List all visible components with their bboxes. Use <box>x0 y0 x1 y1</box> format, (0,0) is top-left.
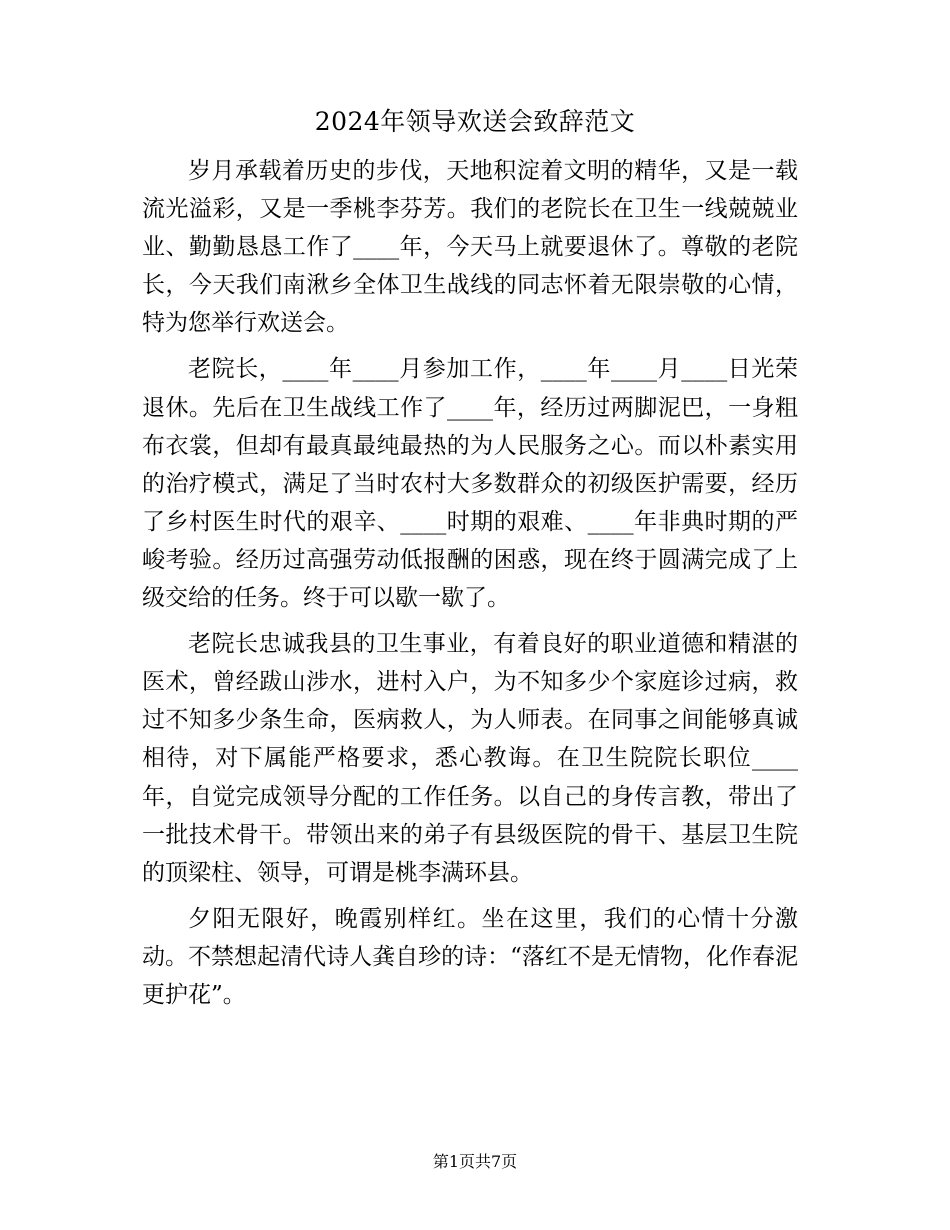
document-body <box>142 152 798 1022</box>
paragraph-2: 老院长，____年____月参加工作，____年____月____日光荣退休。先后在卫生战线工作了____年，经历过两脚泥巴，一身粗布衣裳，但却有最真最纯最热的为人民服务之心。而以朴素实用的治疗模式，满足了当时农村大多数群众的初级医护需要，经历了乡村医生时代的艰辛、____时期的艰难、____年非典时期的严峻考验。经历过高强劳动低报酬的困惑，现在终于圆满完成了上级交给的任务。终于可以歇一歇了。 <box>142 356 798 612</box>
page-number-footer: 第1页共7页 <box>432 1152 518 1171</box>
paragraph-4: 夕阳无限好，晚霞别样红。坐在这里，我们的心情十分激动。不禁想起清代诗人龚自珍的诗：“落红不是无情物，化作春泥更护花”。 <box>142 905 798 1008</box>
paragraph-1: 岁月承载着历史的步伐，天地积淀着文明的精华，又是一载流光溢彩，又是一季桃李芬芳。我们的老院长在卫生一线兢兢业业、勤勤恳恳工作了____年，今天马上就要退休了。尊敬的老院长，今天我们南湫乡全体卫生战线的同志怀着无限崇敬的心情，特为您举行欢送会。 <box>142 158 798 337</box>
document-title: 2024年领导欢送会致辞范文 <box>314 107 636 136</box>
paragraph-3: 老院长忠诚我县的卫生事业，有着良好的职业道德和精湛的医术，曾经跋山涉水，进村入户，为不知多少个家庭诊过病，救过不知多少条生命，医病救人，为人师表。在同事之间能够真诚相待，对下属能严格要求，悉心教诲。在卫生院院长职位____年，自觉完成领导分配的工作任务。以自己的身传言教，带出了一批技术骨干。带领出来的弟子有县级医院的骨干、基层卫生院的顶梁柱、领导，可谓是桃李满环县。 <box>142 631 798 886</box>
